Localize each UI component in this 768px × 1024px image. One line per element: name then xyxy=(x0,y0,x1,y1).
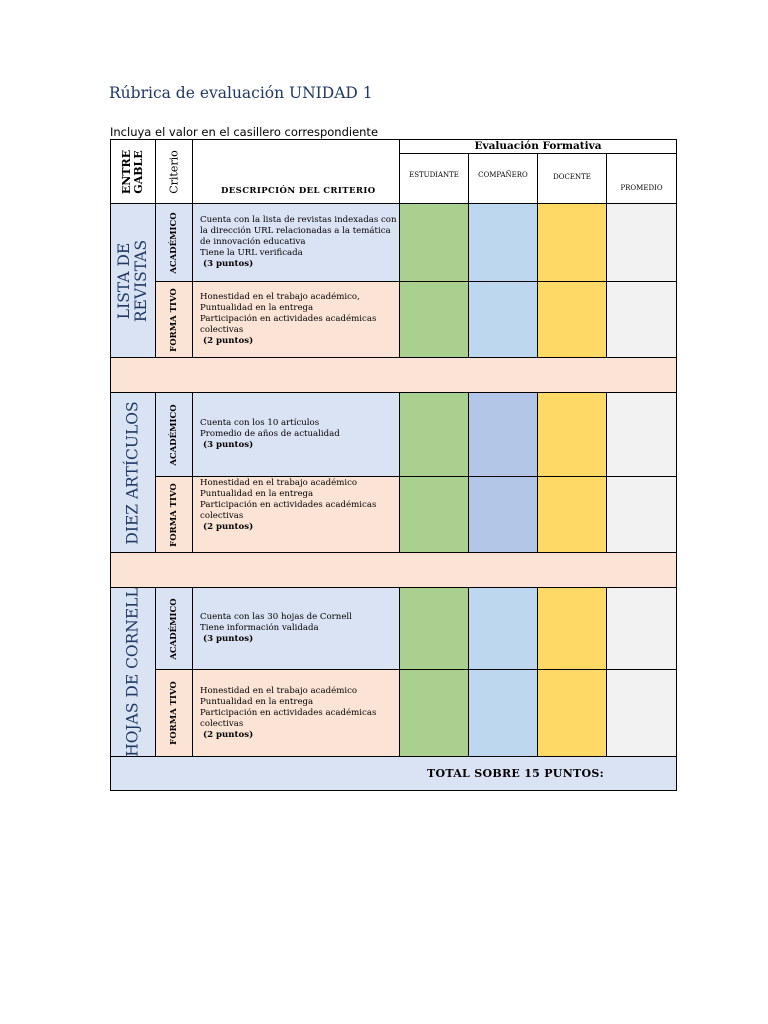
header-docente-label: DOCENTE xyxy=(553,173,591,181)
companero-score-cell[interactable] xyxy=(469,477,538,553)
descripcion-line: Honestidad en el trabajo académico xyxy=(200,478,358,488)
descripcion-line: colectivas xyxy=(200,325,244,335)
companero-score-cell[interactable] xyxy=(469,670,538,757)
entregable-label-line2: REVISTAS xyxy=(132,239,150,322)
criterio-label: FORMA TIVO xyxy=(169,482,179,547)
header-estudiante-label: ESTUDIANTE xyxy=(409,171,459,179)
descripcion-cell xyxy=(193,282,400,358)
header-criterio-label: Criterio xyxy=(167,149,181,194)
descripcion-line: Puntualidad en la entrega xyxy=(200,696,314,707)
descripcion-line: Puntualidad en la entrega xyxy=(200,303,314,313)
header-promedio xyxy=(607,154,677,204)
companero-score-cell[interactable] xyxy=(469,282,538,358)
descripcion-cell xyxy=(193,204,400,282)
descripcion-line: Participación en actividades académicas xyxy=(200,500,377,510)
descripcion-points: (2 puntos) xyxy=(203,522,254,532)
descripcion-line: la dirección URL relacionadas a la temática xyxy=(200,226,391,236)
criterio-label: FORMA TIVO xyxy=(169,681,179,745)
descripcion-cell xyxy=(193,477,400,553)
descripcion-line: Puntualidad en la entrega xyxy=(200,489,314,499)
estudiante-score-cell[interactable] xyxy=(400,477,469,553)
descripcion-points: (3 puntos) xyxy=(203,259,254,269)
header-criterio xyxy=(156,140,193,204)
header-companero xyxy=(469,154,538,204)
promedio-score-cell[interactable] xyxy=(607,393,677,477)
section-separator xyxy=(111,553,677,588)
header-entregable-line2: GABLE xyxy=(132,149,145,194)
descripcion-cell xyxy=(193,670,400,757)
descripcion-line: Tiene información validada xyxy=(200,623,319,633)
descripcion-line: Promedio de años de actualidad xyxy=(200,429,340,439)
estudiante-score-cell[interactable] xyxy=(400,588,469,670)
promedio-score-cell[interactable] xyxy=(607,282,677,358)
companero-score-cell[interactable] xyxy=(469,204,538,282)
docente-score-cell[interactable] xyxy=(538,670,607,757)
descripcion-line: colectivas xyxy=(200,511,244,521)
docente-score-cell[interactable] xyxy=(538,477,607,553)
page-title: Rúbrica de evaluación UNIDAD 1 xyxy=(109,84,373,102)
header-descripcion-label: DESCRIPCIÓN DEL CRITERIO xyxy=(221,186,376,196)
entregable-label-line1: LISTA DE xyxy=(115,242,133,319)
entregable-hojas-de-cornell xyxy=(111,588,156,757)
criterio-academico xyxy=(156,393,193,477)
entregable-diez-articulos xyxy=(111,393,156,553)
promedio-score-cell[interactable] xyxy=(607,204,677,282)
docente-score-cell[interactable] xyxy=(538,588,607,670)
criterio-label: FORMA TIVO xyxy=(169,287,179,352)
estudiante-score-cell[interactable] xyxy=(400,670,469,757)
descripcion-line: Honestidad en el trabajo académico xyxy=(200,685,358,696)
criterio-academico xyxy=(156,588,193,670)
estudiante-score-cell[interactable] xyxy=(400,204,469,282)
descripcion-line: Honestidad en el trabajo académico, xyxy=(200,292,360,302)
criterio-formativo xyxy=(156,282,193,358)
section-separator xyxy=(111,358,677,393)
instruction-text: Incluya el valor en el casillero correspondiente xyxy=(110,125,379,139)
header-entregable-line1: ENTRE xyxy=(120,149,133,194)
descripcion-points: (2 puntos) xyxy=(203,729,254,740)
header-companero-label: COMPAÑERO xyxy=(478,171,528,179)
descripcion-line: Cuenta con los 10 artículos xyxy=(200,418,320,428)
companero-score-cell[interactable] xyxy=(469,393,538,477)
descripcion-points: (3 puntos) xyxy=(203,440,254,450)
descripcion-cell xyxy=(193,393,400,477)
criterio-formativo xyxy=(156,477,193,553)
descripcion-cell xyxy=(193,588,400,670)
criterio-formativo xyxy=(156,670,193,757)
criterio-label: ACADÉMICO xyxy=(169,403,179,466)
docente-score-cell[interactable] xyxy=(538,204,607,282)
entregable-label-line1: HOJAS DE CORNELL xyxy=(123,587,142,757)
criterio-label: ACADÉMICO xyxy=(169,597,179,660)
descripcion-points: (2 puntos) xyxy=(203,336,254,346)
descripcion-line: Cuenta con las 30 hojas de Cornell xyxy=(200,612,352,622)
rubric-table xyxy=(110,139,677,791)
descripcion-points: (3 puntos) xyxy=(203,634,254,644)
header-docente xyxy=(538,154,607,204)
entregable-label-line1: DIEZ ARTÍCULOS xyxy=(123,400,142,545)
header-evaluacion-formativa: Evaluación Formativa xyxy=(400,140,677,154)
promedio-score-cell[interactable] xyxy=(607,477,677,553)
total-row: TOTAL SOBRE 15 PUNTOS: xyxy=(111,757,677,791)
header-estudiante xyxy=(400,154,469,204)
descripcion-line: Participación en actividades académicas xyxy=(200,707,377,718)
descripcion-line: Tiene la URL verificada xyxy=(200,248,303,258)
header-descripcion xyxy=(193,140,400,204)
descripcion-line: Cuenta con la lista de revistas indexadas con xyxy=(200,215,397,225)
promedio-score-cell[interactable] xyxy=(607,670,677,757)
criterio-academico xyxy=(156,204,193,282)
descripcion-line: colectivas xyxy=(200,718,244,729)
promedio-score-cell[interactable] xyxy=(607,588,677,670)
descripcion-line: de innovación educativa xyxy=(200,237,306,247)
estudiante-score-cell[interactable] xyxy=(400,282,469,358)
companero-score-cell[interactable] xyxy=(469,588,538,670)
header-promedio-label: PROMEDIO xyxy=(620,184,663,192)
docente-score-cell[interactable] xyxy=(538,282,607,358)
docente-score-cell[interactable] xyxy=(538,393,607,477)
entregable-lista-de-revistas xyxy=(111,204,156,358)
header-entregable xyxy=(111,140,156,204)
criterio-label: ACADÉMICO xyxy=(169,211,179,274)
descripcion-line: Participación en actividades académicas xyxy=(200,314,377,324)
estudiante-score-cell[interactable] xyxy=(400,393,469,477)
